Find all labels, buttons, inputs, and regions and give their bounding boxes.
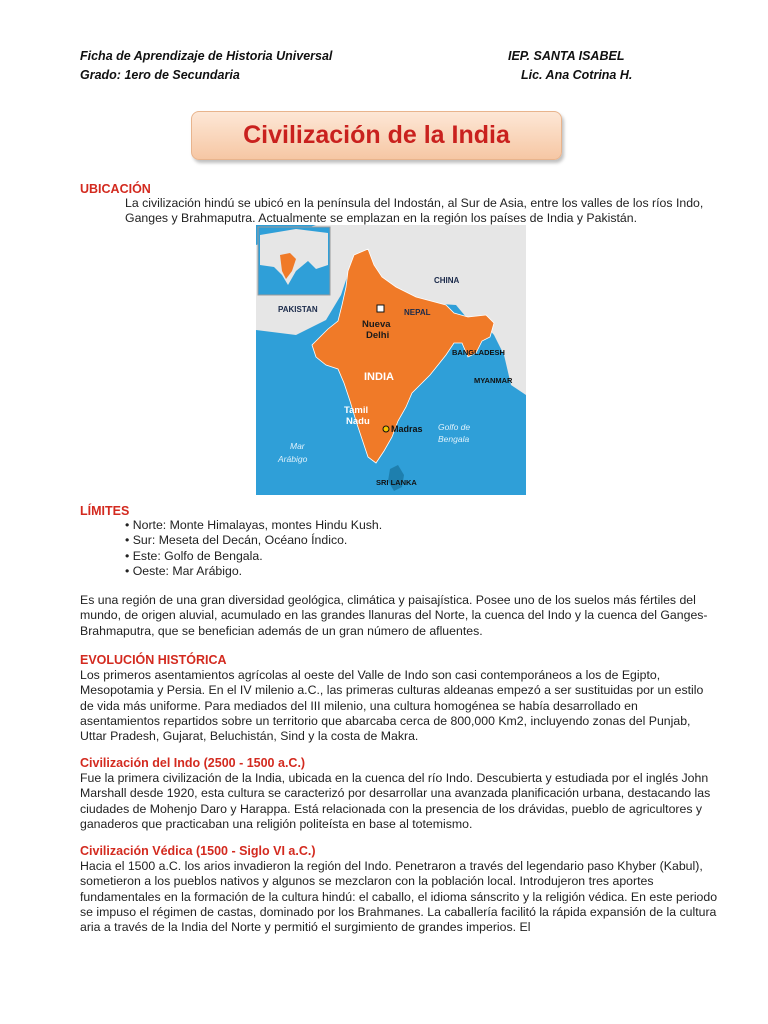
delhi-marker xyxy=(377,305,384,312)
map-label-srilanka: SRI LANKA xyxy=(376,478,417,487)
title-banner xyxy=(191,111,562,160)
indo-text: Fue la primera civilización de la India, ubicada en la cuenca del río Indo. Descubierta y estudiada por el inglés John Marshall desde 1920, esta cultura se caracterizó por desarrollar una avanzada planificación urbana, destacando las ciudades de Mohenjo Daro y Harappa. Está relacionada con la presencia de los drávidas, pueblo de agricultores y ganaderos que practicaban una religión politeísta en base al totemismo. xyxy=(80,771,711,831)
ubicacion-text: La civilización hindú se ubicó en la península del Indostán, al Sur de Asia, entre los valles de los ríos Indo, Ganges y Brahmaputra. Actualmente se emplazan en la región los países de India y Pakistán. xyxy=(125,196,704,226)
limite-norte: • Norte: Monte Himalayas, montes Hindu Kush. xyxy=(125,518,383,532)
evolucion-text: Los primeros asentamientos agrícolas al oeste del Valle de Indo son casi contemporáneos a los de Egipto, Mesopotamia y Persia. En el IV milenio a.C., las primeras culturas aldeanas empezó a ser sustituidas por un estilo de vida más uniforme. Para mediados del III milenio, una cultura homogénea se había desarrollado en asentamientos repartidos sobre un territorio que abarcaba cerca de 800,000 Km2, incluyendo zonas del Punjab, Uttar Pradesh, Gujarat, Beluchistán, Sind y la costa de Makra. xyxy=(80,668,704,744)
header-school: IEP. SANTA ISABEL xyxy=(508,49,625,63)
heading-vedica: Civilización Védica (1500 - Siglo VI a.C.) xyxy=(80,844,316,858)
heading-limites: LÍMITES xyxy=(80,504,130,518)
map-label-bangladesh: BANGLADESH xyxy=(452,348,505,357)
map-label-pakistan: PAKISTAN xyxy=(278,305,318,314)
map-label-nepal: NEPAL xyxy=(404,308,431,317)
map-label-madras: Madras xyxy=(391,424,423,434)
map-label-tamil-1: Tamil xyxy=(344,405,369,416)
map-label-golfo-2: Bengala xyxy=(438,434,470,444)
map-label-mar-2: Arábigo xyxy=(278,454,308,464)
header-course-title: Ficha de Aprendizaje de Historia Universal xyxy=(80,49,333,63)
header-grade: Grado: 1ero de Secundaria xyxy=(80,68,240,82)
heading-ubicacion: UBICACIÓN xyxy=(80,182,151,196)
limites-list xyxy=(125,518,382,579)
map-label-india: INDIA xyxy=(364,371,394,383)
map-label-tamil-2: Nadu xyxy=(346,416,370,427)
limite-oeste: • Oeste: Mar Arábigo. xyxy=(125,563,243,578)
map-label-golfo-1: Golfo de xyxy=(438,422,471,432)
limite-sur: • Sur: Meseta del Decán, Océano Índico. xyxy=(125,533,348,548)
map-label-china: CHINA xyxy=(434,276,460,285)
map-label-mar-1: Mar xyxy=(290,441,305,451)
geo-text: Es una región de una gran diversidad geológica, climática y paisajística. Posee uno de los suelos más fértiles del mundo, de origen aluvial, acumulado en las grandes llanuras del Norte, la cuenca del Indo y la cuenca del Ganges-Brahmaputra, que se benefician además de un gran número de afluentes. xyxy=(80,593,708,638)
map-label-myanmar: MYANMAR xyxy=(474,376,513,385)
madras-marker xyxy=(383,426,389,432)
heading-indo: Civilización del Indo (2500 - 1500 a.C.) xyxy=(80,756,306,770)
vedica-text: Hacia el 1500 a.C. los arios invadieron la región del Indo. Penetraron a través del legendario paso Khyber (Kabul), sometieron a los pueblos nativos y algunos se mezclaron con la población local. Introdujeron tres aportes fundamentales en la formación de la cultura hindú: el caballo, el idioma sánscrito y la religión védica. En este periodo se impuso el régimen de castas, dominado por los Brahmanes. La caballería facilitó la rápida expansión de la cultura aria a través de la India del Norte y permitió el surgimiento de grandes imperios. El xyxy=(80,859,718,935)
limite-este: • Este: Golfo de Bengala. xyxy=(125,548,263,563)
heading-evolucion: EVOLUCIÓN HISTÓRICA xyxy=(80,653,227,667)
map-label-delhi-1: Nueva xyxy=(362,319,391,330)
map-label-delhi-2: Delhi xyxy=(366,330,390,341)
page-title: Civilización de la India xyxy=(243,121,510,149)
header-teacher: Lic. Ana Cotrina H. xyxy=(521,68,633,82)
india-map xyxy=(256,225,526,495)
